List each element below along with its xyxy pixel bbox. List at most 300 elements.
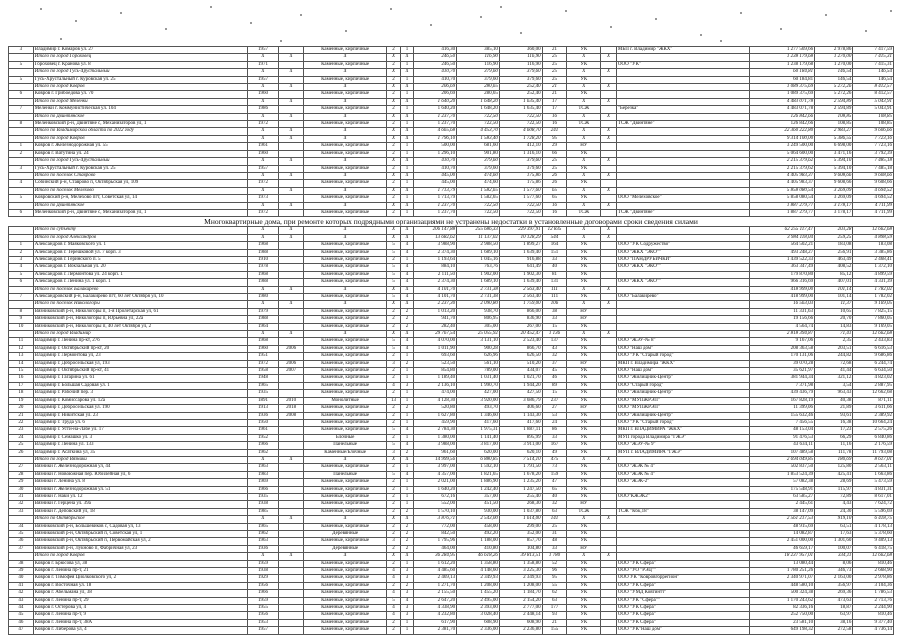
table-cell	[601, 360, 617, 367]
table-cell	[279, 575, 304, 582]
table-cell: 96	[542, 568, 567, 575]
table-cell: X	[279, 227, 304, 234]
table-cell: 2	[400, 323, 414, 330]
table-cell: 40,38	[815, 397, 853, 404]
table-cell	[279, 627, 304, 634]
table-cell	[616, 286, 749, 293]
table-cell: 1 011,90	[414, 345, 457, 352]
table-cell: 11,16	[815, 442, 853, 449]
table-cell: 18	[9, 390, 34, 397]
table-cell: 356,97	[815, 582, 853, 589]
table-cell: 2 495,00	[457, 597, 500, 604]
table-cell: 2	[387, 121, 401, 128]
table-cell: 7	[9, 106, 34, 113]
table-cell: 1988	[247, 249, 279, 256]
table-cell: Меленковский р-н, Двинтяне с, Механизаторов ул, 1	[33, 121, 247, 128]
table-cell: 620,00	[457, 449, 500, 456]
table-cell: 4 483 071,78	[749, 98, 814, 105]
table-row	[9, 590, 894, 597]
table-cell: 25	[542, 54, 567, 61]
table-cell: 170 131,06	[749, 353, 814, 360]
table-cell: Владимир г. Усти-на-Лабе ул. 17	[33, 427, 247, 434]
table-cell: X	[387, 158, 401, 165]
table-cell	[616, 84, 749, 91]
table-cell: 4	[400, 271, 414, 278]
table-cell: 6	[9, 91, 34, 98]
table-cell: 95	[542, 135, 567, 142]
table-cell: 1	[400, 419, 414, 426]
table-cell: 259,25	[815, 234, 853, 241]
table-cell: 4 405 983,37	[749, 172, 814, 179]
table-row	[9, 338, 894, 345]
subtotal-row	[9, 54, 894, 61]
table-row	[9, 271, 894, 278]
table-cell: 2,35	[815, 338, 853, 345]
table-cell: ООО "УК"Наш дом"	[616, 627, 749, 634]
table-cell: 4 711,99	[853, 202, 894, 209]
table-cell: 1 782,02	[853, 286, 894, 293]
table-cell: Гороховец г. Кранова ул. 8	[33, 61, 247, 68]
table-cell: 3 249 500,00	[749, 143, 814, 150]
table-cell: 1 021,70	[499, 375, 542, 382]
table-cell: 1983	[247, 471, 279, 478]
table-cell	[616, 143, 749, 150]
table-cell: 1 640,20	[414, 486, 457, 493]
table-cell	[279, 338, 304, 345]
table-cell: 35	[9, 531, 34, 538]
table-cell: 175,86	[499, 172, 542, 179]
table-cell: 108,85	[853, 121, 894, 128]
table-cell: 1935	[247, 390, 279, 397]
table-cell	[9, 84, 34, 91]
table-cell: 44	[9, 605, 34, 612]
table-cell: 1 639,40	[499, 279, 542, 286]
table-cell: 7 624,72	[853, 501, 894, 508]
table-cell: 961,60	[414, 449, 457, 456]
table-cell: 29	[9, 479, 34, 486]
table-cell	[616, 545, 749, 552]
table-row	[9, 464, 894, 471]
table-cell: 2	[387, 61, 401, 68]
table-cell: 4 831,31	[853, 486, 894, 493]
table-cell: X	[601, 516, 617, 523]
table-cell	[279, 165, 304, 172]
table-cell: 2007	[279, 368, 304, 375]
table-cell: 3 611,66	[853, 405, 894, 412]
table-cell: ТСЖ "Двинтяне"	[616, 209, 749, 216]
table-cell: 11 399,06	[749, 405, 814, 412]
table-row	[9, 294, 894, 301]
table-cell: 1972	[247, 360, 279, 367]
table-cell: 722,50	[457, 121, 500, 128]
table-cell: 2 136,10	[414, 382, 457, 389]
table-cell: 4	[387, 605, 401, 612]
table-cell: ТСЖ	[567, 508, 601, 515]
table-cell: 10 664,24	[853, 419, 894, 426]
table-cell: 417,60	[499, 419, 542, 426]
table-cell: 25	[542, 165, 567, 172]
table-cell: 9 377,40	[853, 619, 894, 626]
table-cell: ООО "ЖЭК № 4"	[616, 471, 749, 478]
table-cell: 57 082,38	[749, 479, 814, 486]
table-cell: 1961	[247, 427, 279, 434]
table-cell: 49	[542, 449, 567, 456]
table-cell: 1 316,10	[499, 150, 542, 157]
table-cell: 244,82	[815, 353, 853, 360]
table-row	[9, 382, 894, 389]
table-cell: 151	[542, 249, 567, 256]
table-cell: X	[303, 113, 386, 120]
table-cell: 3	[400, 568, 414, 575]
table-cell	[616, 98, 749, 105]
table-cell: 1 627,80	[414, 412, 457, 419]
scan-dot	[825, 14, 827, 16]
table-cell: 45	[9, 612, 34, 619]
scan-dot	[610, 26, 612, 28]
table-cell	[601, 397, 617, 404]
table-cell: Ковров г. Остерова ул, 4	[33, 605, 247, 612]
table-cell: 1962	[247, 449, 279, 456]
table-cell	[279, 271, 304, 278]
table-cell: 9 686,86	[853, 353, 894, 360]
table-cell	[601, 382, 617, 389]
table-cell	[279, 449, 304, 456]
table-cell	[601, 575, 617, 582]
table-cell: 73	[542, 464, 567, 471]
table-cell: Владимир г. Комиссарова ул. 12а	[33, 397, 247, 404]
table-cell: 4 101,70	[414, 286, 457, 293]
table-cell	[279, 106, 304, 113]
table-cell: 408,52	[815, 264, 853, 271]
table-cell: 25	[542, 61, 567, 68]
table-cell: 7 860,05	[853, 316, 894, 323]
table-cell: 445,00	[414, 172, 457, 179]
table-cell: 1953	[247, 619, 279, 626]
table-row	[9, 471, 894, 478]
table-cell: X	[247, 98, 279, 105]
table-cell: 357,00	[457, 493, 500, 500]
table-row	[9, 242, 894, 249]
table-cell: 1	[400, 397, 414, 404]
table-cell: 4 101,70	[414, 294, 457, 301]
table-cell: 1 853 524,39	[749, 471, 814, 478]
table-row	[9, 195, 894, 202]
table-cell: 1	[400, 353, 414, 360]
table-cell: 617,90	[414, 619, 457, 626]
table-cell: Каменные, кирпичные	[303, 249, 386, 256]
table-cell: 17	[9, 382, 34, 389]
table-cell: 116,90	[499, 54, 542, 61]
table-cell: 237	[542, 397, 567, 404]
table-cell: Александров г. Вокзальная ул. 20	[33, 264, 247, 271]
table-cell: X	[303, 286, 386, 293]
table-cell: 871,11	[853, 397, 894, 404]
table-cell	[601, 316, 617, 323]
table-cell: 2 594,89	[815, 98, 853, 105]
table-cell: 269,36	[815, 590, 853, 597]
table-cell: ООО "УМД Ковтинтт"	[616, 590, 749, 597]
table-cell: X	[567, 331, 601, 338]
table-cell: Каменные, кирпичные	[303, 368, 386, 375]
table-cell	[9, 331, 34, 338]
table-cell: 47	[9, 627, 34, 634]
table-cell: 2 784,30	[414, 427, 457, 434]
table-cell: 4 128,30	[414, 397, 457, 404]
table-cell: 246,50	[414, 54, 457, 61]
table-cell: 21	[542, 619, 567, 626]
table-cell: Ковровский р-н, Мелехово пгт, Советская ул, 14	[33, 195, 247, 202]
table-cell: Блочные	[303, 434, 386, 441]
table-cell	[616, 54, 749, 61]
table-cell: Собинский р-н, Ставрово п, Октябрьская ул, 109	[33, 180, 247, 187]
table-cell: 38 147,09	[749, 508, 814, 515]
table-cell: 252 750,00	[749, 612, 814, 619]
table-cell: 1 184,70	[499, 590, 542, 597]
table-cell: 41,44	[815, 368, 853, 375]
table-cell: 1	[400, 464, 414, 471]
table-cell: 252,40	[499, 91, 542, 98]
table-cell: Ковров г. Брюсова ул, 38	[33, 560, 247, 567]
table-cell: 3 178,17	[815, 202, 853, 209]
table-cell: X	[567, 553, 601, 560]
table-cell: 6 244,74	[853, 360, 894, 367]
table-cell	[601, 209, 617, 216]
table-cell: 2 393,00	[457, 605, 500, 612]
table-cell: 111,78	[815, 449, 853, 456]
table-cell: 463,49	[815, 256, 853, 263]
table-cell: 6 616,53	[853, 345, 894, 352]
table-cell: 4	[387, 575, 401, 582]
table-cell: 2	[400, 508, 414, 515]
table-cell: 6	[9, 279, 34, 286]
table-cell: 2	[387, 256, 401, 263]
table-cell: 2	[400, 308, 414, 315]
table-cell: 2 561 217,53	[749, 516, 814, 523]
table-cell: X	[567, 135, 601, 142]
table-cell: 1 237,70	[414, 121, 457, 128]
table-cell	[601, 560, 617, 567]
table-cell: 38,16	[815, 619, 853, 626]
table-cell	[279, 209, 304, 216]
table-cell: 9 314 100,00	[749, 135, 814, 142]
table-row	[9, 434, 894, 441]
table-cell: 7 825,15	[853, 308, 894, 315]
table-cell: 3 225,30	[499, 568, 542, 575]
table-cell: 1 270,00	[815, 61, 853, 68]
table-cell: 4 483 071,78	[749, 106, 814, 113]
table-cell: 8 617,01	[853, 456, 894, 463]
table-cell: 7 723,16	[853, 143, 894, 150]
table-cell: 3,54	[815, 382, 853, 389]
table-row	[9, 209, 894, 216]
table-cell: 1959	[247, 597, 279, 604]
table-cell	[601, 538, 617, 545]
table-cell	[601, 150, 617, 157]
table-cell: 1985	[247, 508, 279, 515]
table-cell: 12 662,68	[853, 553, 894, 560]
table-cell: 53	[542, 412, 567, 419]
table-cell: УК	[567, 419, 601, 426]
table-cell: X	[567, 113, 601, 120]
scan-dot	[430, 24, 432, 26]
table-cell: Итого по город Владимир	[33, 331, 247, 338]
table-cell: X	[247, 286, 279, 293]
table-cell: Каменные, кирпичные	[303, 582, 386, 589]
table-cell	[616, 91, 749, 98]
table-cell: 7 415,31	[853, 61, 894, 68]
table-cell: 2	[387, 353, 401, 360]
table-cell: Вязниковский р-н, Большевиков с, Садовая ул, 13	[33, 523, 247, 530]
table-cell	[616, 180, 749, 187]
table-cell: Ковров г. Ленина пр-т, 29	[33, 597, 247, 604]
table-cell: 13	[387, 397, 401, 404]
table-cell: X	[400, 69, 414, 76]
table-cell: Вязники г. Герцена ул. 39а	[33, 501, 247, 508]
table-cell: 246,50	[414, 61, 457, 68]
table-cell: 55	[542, 582, 567, 589]
table-cell: УК	[567, 368, 601, 375]
table-cell: 5 596,69	[853, 508, 894, 515]
table-cell: 2	[400, 449, 414, 456]
table-cell	[9, 158, 34, 165]
scan-dot	[120, 12, 122, 14]
table-cell: 37	[542, 360, 567, 367]
table-cell: Каменные, кирпичные	[303, 590, 386, 597]
table-cell	[601, 590, 617, 597]
table-cell: 100,07	[815, 545, 853, 552]
table-cell: Вязниковский р-н, Лукново п, Фабричная ул, 23	[33, 545, 247, 552]
table-cell: X	[601, 553, 617, 560]
table-cell: 2	[387, 619, 401, 626]
table-cell: 1966	[247, 442, 279, 449]
subtotal-row	[9, 187, 894, 194]
table-cell: 14 999,56	[414, 456, 457, 463]
table-row	[9, 419, 894, 426]
table-cell: 32	[542, 353, 567, 360]
table-cell: 884,10	[414, 264, 457, 271]
table-cell: 2	[400, 360, 414, 367]
table-cell: 810,46	[853, 560, 894, 567]
scan-dot	[210, 6, 212, 8]
table-row	[9, 568, 894, 575]
table-row	[9, 143, 894, 150]
table-cell: 2	[9, 249, 34, 256]
table-cell: 4 694,52	[853, 195, 894, 202]
table-cell: 32	[542, 501, 567, 508]
table-cell: 1972	[247, 180, 279, 187]
table-cell: 500,00	[414, 143, 457, 150]
table-cell: Каменные, кирпичные	[303, 47, 386, 54]
table-row	[9, 627, 894, 634]
table-cell: ТСЖ "Двинтяне"	[616, 121, 749, 128]
table-cell: 866,70	[499, 345, 542, 352]
table-cell: 1938	[247, 501, 279, 508]
table-cell	[601, 180, 617, 187]
table-cell: Итого по субъекту	[33, 227, 247, 234]
table-cell: 1929	[247, 575, 279, 582]
table-cell: 106	[542, 301, 567, 308]
table-cell: 5 043,91	[853, 98, 894, 105]
table-cell: 672,16	[414, 493, 457, 500]
table-cell: Каменные, кирпичные	[303, 523, 386, 530]
table-cell: 48 915,69	[749, 523, 814, 530]
table-cell: X	[387, 128, 401, 135]
table-cell: 39	[9, 568, 34, 575]
table-cell: УК	[567, 612, 601, 619]
table-cell: 1963	[247, 464, 279, 471]
table-cell: 1	[400, 143, 414, 150]
table-cell: 16	[542, 209, 567, 216]
table-cell: НУ	[567, 405, 601, 412]
table-cell: 12 662,68	[853, 227, 894, 234]
table-cell: 2	[387, 479, 401, 486]
table-cell: 4	[400, 338, 414, 345]
table-cell: 1 208,00	[457, 582, 500, 589]
table-cell	[601, 242, 617, 249]
table-row	[9, 279, 894, 286]
table-cell: X	[387, 202, 401, 209]
table-cell: ООО "ЖКХ "ЭКО""	[616, 264, 749, 271]
table-cell	[601, 308, 617, 315]
table-cell: 1	[400, 375, 414, 382]
table-cell	[616, 553, 749, 560]
table-cell: 4	[400, 242, 414, 249]
table-cell: 722,50	[499, 209, 542, 216]
table-cell: МКП г. ВЛАДИМИРА "ЖКХ"	[616, 427, 749, 434]
table-cell: 4 405 983,37	[749, 180, 814, 187]
table-cell: X	[247, 202, 279, 209]
table-cell: УК	[567, 568, 601, 575]
table-cell: X	[303, 84, 386, 91]
table-cell: УК	[567, 47, 601, 54]
table-row	[9, 345, 894, 352]
table-cell: 9 606,66	[853, 128, 894, 135]
table-cell: 1 759,00	[499, 301, 542, 308]
table-cell: 82 336,16	[749, 605, 814, 612]
table-row	[9, 360, 894, 367]
table-cell: Каменные, кирпичные	[303, 605, 386, 612]
table-cell: 1935	[247, 493, 279, 500]
table-cell: 16	[542, 202, 567, 209]
table-cell: 33	[9, 508, 34, 515]
table-cell: X	[279, 553, 304, 560]
table-cell: Каменные, кирпичные	[303, 419, 386, 426]
table-cell: 2 988,50	[457, 242, 500, 249]
table-cell: 85,12	[815, 271, 853, 278]
table-cell: 9 169,05	[853, 301, 894, 308]
table-cell: УК	[567, 627, 601, 634]
table-cell: 2 176,59	[853, 442, 894, 449]
table-cell: 2 469,13	[414, 575, 457, 582]
table-cell: Вязники г. Наки ул. 12	[33, 493, 247, 500]
table-cell: Каменные, кирпичные	[303, 493, 386, 500]
table-cell: 2 349,93	[457, 575, 500, 582]
table-cell: 1 247,50	[499, 486, 542, 493]
table-cell: 167 828,19	[749, 397, 814, 404]
table-cell: Каменные, кирпичные	[303, 353, 386, 360]
table-cell	[601, 568, 617, 575]
table-cell	[616, 150, 749, 157]
table-cell: УК	[567, 560, 601, 567]
table-cell: 13 080,44	[749, 560, 814, 567]
table-cell: 1 188,00	[457, 538, 500, 545]
table-cell: ООО "Мелеховское"	[616, 195, 749, 202]
table-cell	[601, 605, 617, 612]
table-cell: 10,65	[815, 308, 853, 315]
table-cell	[279, 143, 304, 150]
table-cell: 938,70	[457, 308, 500, 315]
table-cell: 418 999,00	[749, 286, 814, 293]
